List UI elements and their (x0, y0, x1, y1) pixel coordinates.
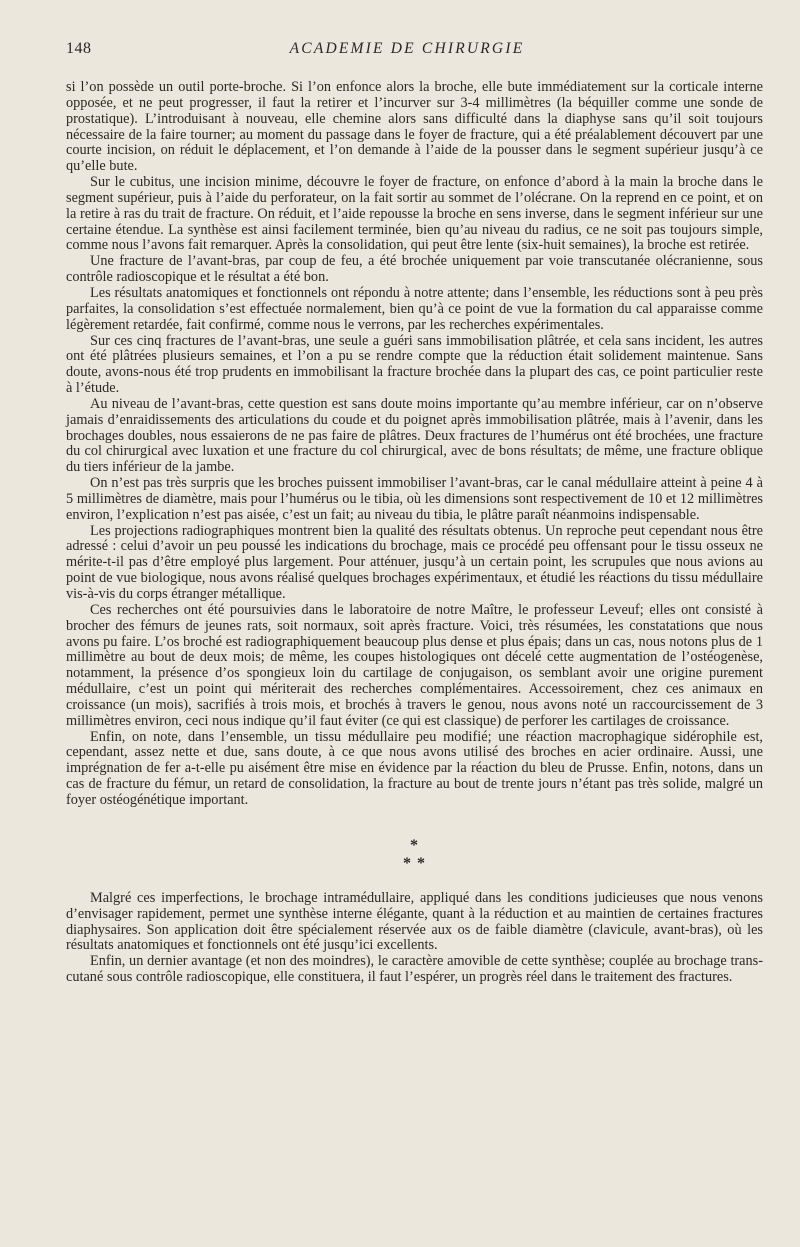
paragraph: Enfin, un dernier avantage (et non des moindres), le caractère amovible de cette synthèse; couplée au brochage trans-cutané sous contrôle radioscopique, elle constituera, il faut l’espérer, un progrès réel dans le traitement des fractures. (66, 953, 763, 986)
asterism-bottom: * * (403, 854, 426, 872)
paragraph: Les projections radiographiques montrent bien la qualité des résultats obtenus. Un reproche peut cependant nous être adressé : celui d’avoir un peu poussé les indications du brochage, mais ce procédé peu offensant pour le tissu osseux ne mérite-t-il pas d’être employé plus largement. Pour atténuer, jusqu’à un certain point, les scrupules que nous avions au point de vue biologique, nous avons réalisé quelques brochages expérimentaux, et étudié les réactions du tissu médullaire vis-à-vis du corps étranger métallique. (66, 522, 763, 602)
running-title: ACADEMIE DE CHIRURGIE (289, 40, 525, 57)
page-number: 148 (66, 40, 92, 57)
paragraph: Enfin, on note, dans l’ensemble, un tissu médullaire peu modifié; une réaction macrophagique sidérophile est, cependant, assez nette et due, sans doute, à ce que nous avons utilisé des broches en acier ordinaire. Aussi, une imprégnation de fer a-t-elle pu aisément être mise en évidence par la réaction du bleu de Prusse. Enfin, notons, dans un cas de fracture du fémur, un retard de consolidation, la fracture au bout de trente jours n’étant pas très solide, malgré un foyer ostéogénétique important. (66, 728, 763, 808)
article-body (66, 80, 763, 986)
paragraph: On n’est pas très surpris que les broches puissent immobiliser l’avant-bras, car le canal médullaire atteint à peine 4 à 5 millimètres de diamètre, mais pour l’humérus ou le tibia, où les dimensions sont respectivement de 10 et 12 millimètres environ, l’explication n’est pas aisée, c’est un fait; au niveau du tibia, le plâtre paraît néanmoins indispensable. (66, 475, 763, 523)
paragraph: Une fracture de l’avant-bras, par coup de feu, a été brochée uniquement par voie transcutanée olécranienne, sous contrôle radioscopique et le résultat a été bon. (66, 253, 763, 286)
paragraph: si l’on possède un outil porte-broche. Si l’on enfonce alors la broche, elle bute immédiatement sur la corticale interne opposée, et ne peut progresser, il faut la retirer et l’incurver sur 3-4 millimètres (la béquiller comme une sonde de prostatique). L’introduisant à nouveau, elle chemine alors sans difficulté dans la diaphyse sans qu’il soit toujours nécessaire de la faire tourner; au moment du passage dans le foyer de fracture, qui a été préalablement découvert par une courte incision, on réduit le déplacement, et l’on demande à l’aide de la pousser dans le segment supérieur jusqu’à ce qu’elle bute. (66, 79, 763, 175)
section-separator-asterism (66, 837, 763, 873)
paragraph: Ces recherches ont été poursuivies dans le laboratoire de notre Maître, le professeur Leveuf; elles ont consisté à brocher des fémurs de jeunes rats, soit normaux, soit après fracture. Voici, très résumées, les constatations que nous avons pu faire. L’os broché est radiographiquement beaucoup plus dense et plus épais; dans un cas, nous notons plus de 1 millimètre au bout de deux mois; de même, les coupes histologiques ont décelé cette augmentation de l’ostéogenèse, notamment, la présence d’os spongieux loin du cartilage de conjugaison, os semblant avoir une origine purement médullaire, c’est un point qui mériterait des recherches complémentaires. Accessoirement, chez ces animaux en croissance (un mois), sacrifiés à trois mois, et brochés à travers le genou, nous avons noté un raccourcissement de 3 millimètres environ, ceci nous indique qu’il faut éviter (ce qui est classique) de perforer les cartilages de croissance. (66, 601, 763, 729)
paragraph: Sur le cubitus, une incision minime, découvre le foyer de fracture, on enfonce d’abord à la main la broche dans le segment supérieur, puis à l’aide du perforateur, on la fait sortir au sommet de l’olécrane. On la reprend en ce point, et on la retire à ras du trait de fracture. On réduit, et l’aide repousse la broche en sens inverse, dans le segment inférieur sur une certaine étendue. La synthèse est ainsi facilement terminée, bien qu’au niveau du radius, ce ne soit pas toujours simple, comme nous l’avons fait remarquer. Après la consolidation, qui peut être lente (six-huit semaines), la broche est retirée. (66, 174, 763, 254)
page-header (66, 40, 748, 62)
paragraph: Au niveau de l’avant-bras, cette question est sans doute moins importante qu’au membre inférieur, car on n’observe jamais d’enraidissements des articulations du coude et du poignet après immobilisation plâtrée, mais à l’avenir, dans les brochages doubles, nous essaierons de ne pas faire de plâtres. Deux fractures de l’humérus ont été brochées, une fracture du col chirurgical avec luxation et une fracture du col chirurgical, avec de bons résultats; de même, une fracture oblique du tiers inférieur de la jambe. (66, 395, 763, 476)
paragraph: Malgré ces imperfections, le brochage intramédullaire, appliqué dans les conditions judicieuses que nous venons d’envisager rapidement, permet une synthèse interne élégante, quant à la réduction et au maintien de certaines fractures diaphysaires. Son application doit être spécialement réservée aux os de faible diamètre (clavicule, avant-bras), où les résultats anatomiques et fonctionnels ont été jusqu’ici excellents. (66, 889, 763, 954)
paragraph: Sur ces cinq fractures de l’avant-bras, une seule a guéri sans immobilisation plâtrée, et cela sans incident, les autres ont été plâtrées plusieurs semaines, et l’on a pu se rendre compte que la réduction était solidement maintenue. Sans doute, avons-nous été trop prudents en immobilisant la fracture brochée dans la plupart des cas, ce point particulier reste à l’étude. (66, 332, 763, 397)
paragraph: Les résultats anatomiques et fonctionnels ont répondu à notre attente; dans l’ensemble, les réductions sont à peu près parfaites, la consolidation s’est effectuée normalement, bien qu’à ce point de vue la formation du cal apparaisse comme légèrement retardée, fait confirmé, comme nous le verrons, par les recherches expérimentales. (66, 284, 763, 333)
asterism-top: * (410, 836, 419, 854)
